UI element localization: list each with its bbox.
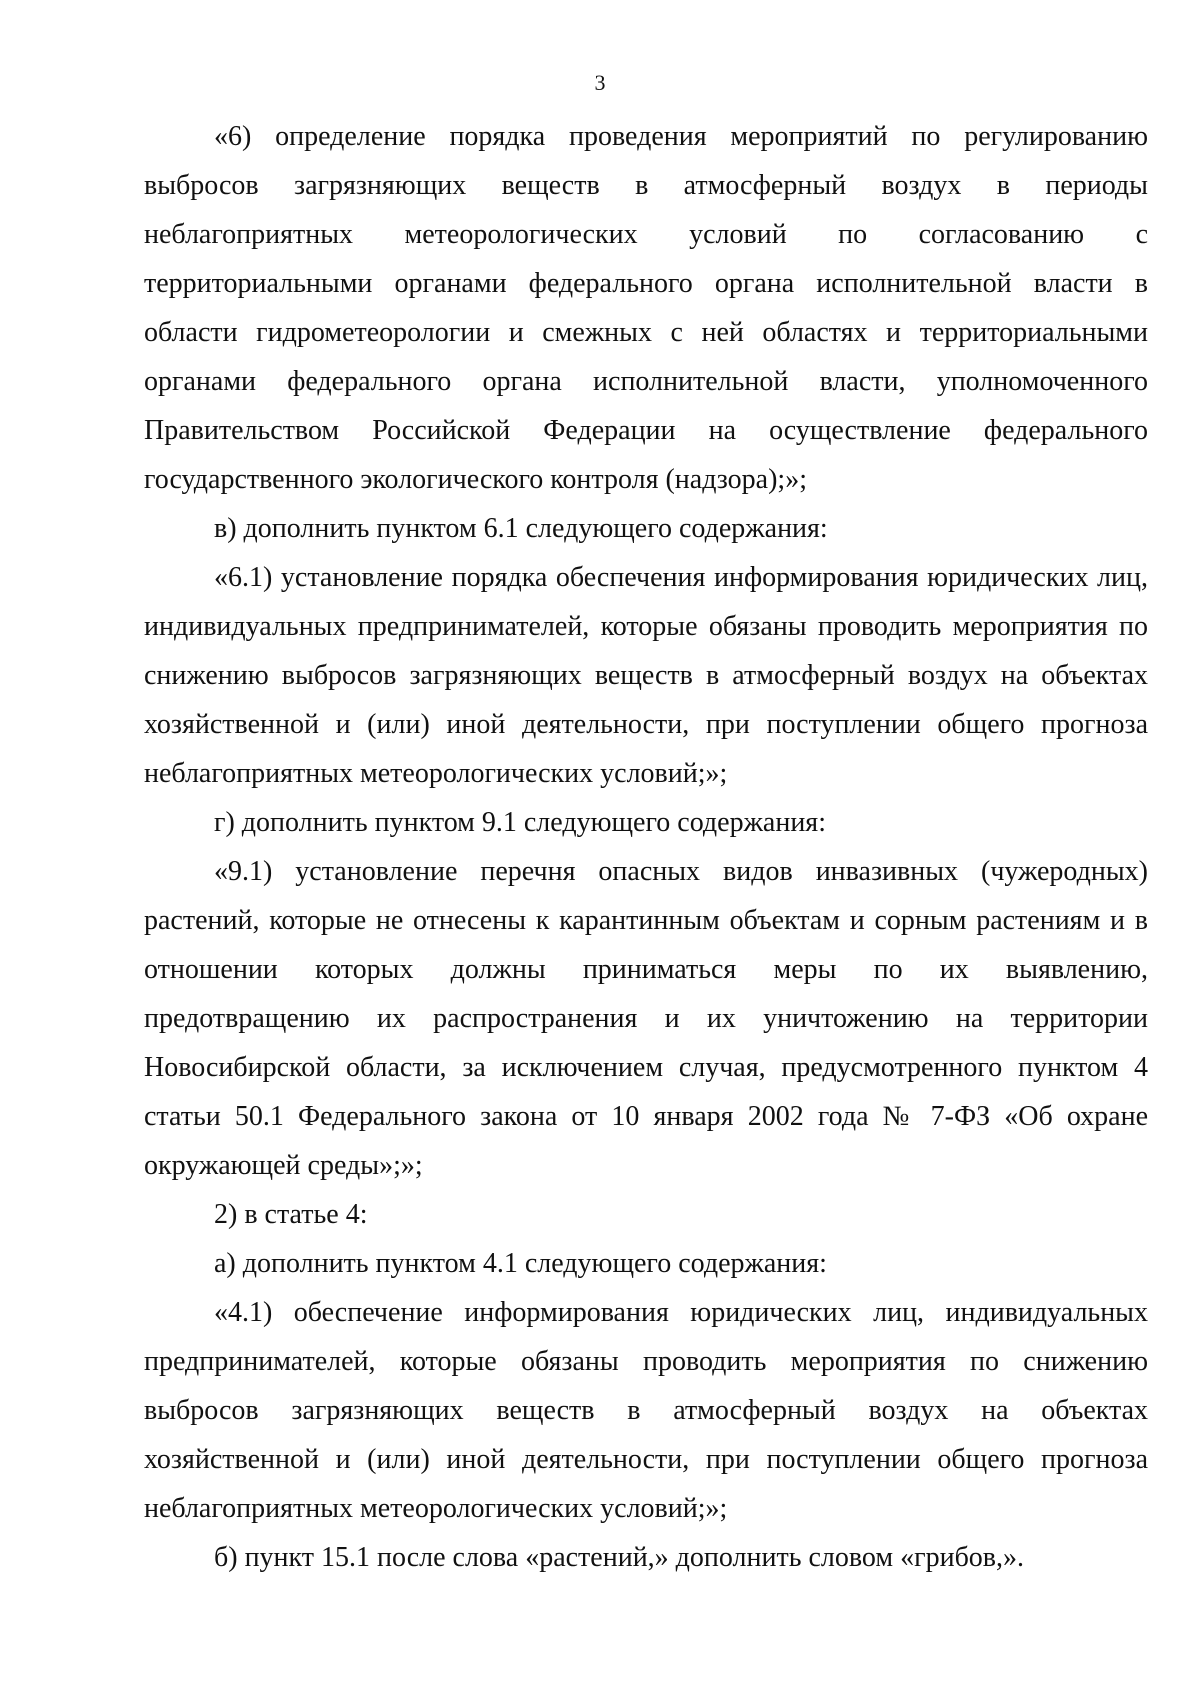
paragraph-amendment-v: в) дополнить пунктом 6.1 следующего содержания: [214, 513, 828, 544]
page-number: 3 [594, 70, 606, 95]
paragraph-amendment-b: б) пункт 15.1 после слова «растений,» дополнить словом «грибов,». [214, 1542, 1025, 1573]
paragraph-amendment-g: г) дополнить пунктом 9.1 следующего содержания: [214, 807, 826, 838]
paragraph-item-9-1: «9.1) установление перечня опасных видов инвазивных (чужеродных) растений, которые не отнесены к карантинным объектам и сорным растениям и в отношении которых должны приниматься меры по их выявлению, предотвращению их распространения и их уничтожению на территории Новосибирской области, за исключением случая, предусмотренного пунктом 4 статьи 50.1 Федерального закона от 10 января 2002 года № 7-ФЗ «Об охране окружающей среды»;»; [144, 856, 1148, 1181]
paragraph-item-4-1: «4.1) обеспечение информирования юридических лиц, индивидуальных предпринимателей, которые обязаны проводить мероприятия по снижению выбросов загрязняющих веществ в атмосферный воздух на объектах хозяйственной и (или) иной деятельности, при поступлении общего прогноза неблагоприятных метеорологических условий;»; [144, 1297, 1148, 1524]
paragraph-item-6-1: «6.1) установление порядка обеспечения информирования юридических лиц, индивидуальных предпринимателей, которые обязаны проводить мероприятия по снижению выбросов загрязняющих веществ в атмосферный воздух на объектах хозяйственной и (или) иной деятельности, при поступлении общего прогноза неблагоприятных метеорологических условий;»; [144, 562, 1148, 789]
paragraph-item-6: «6) определение порядка проведения мероприятий по регулированию выбросов загрязняющих веществ в атмосферный воздух в периоды неблагоприятных метеорологических условий по согласованию с территориальными органами федерального органа исполнительной власти в области гидрометеорологии и смежных с ней областях и территориальными органами федерального органа исполнительной власти, уполномоченного Правительством Российской Федерации на осуществление федерального государственного экологического контроля (надзора);»; [144, 121, 1148, 495]
paragraph-article-4: 2) в статье 4: [214, 1199, 368, 1230]
paragraph-amendment-a: а) дополнить пунктом 4.1 следующего содержания: [214, 1248, 827, 1279]
document-body [144, 112, 1148, 1582]
